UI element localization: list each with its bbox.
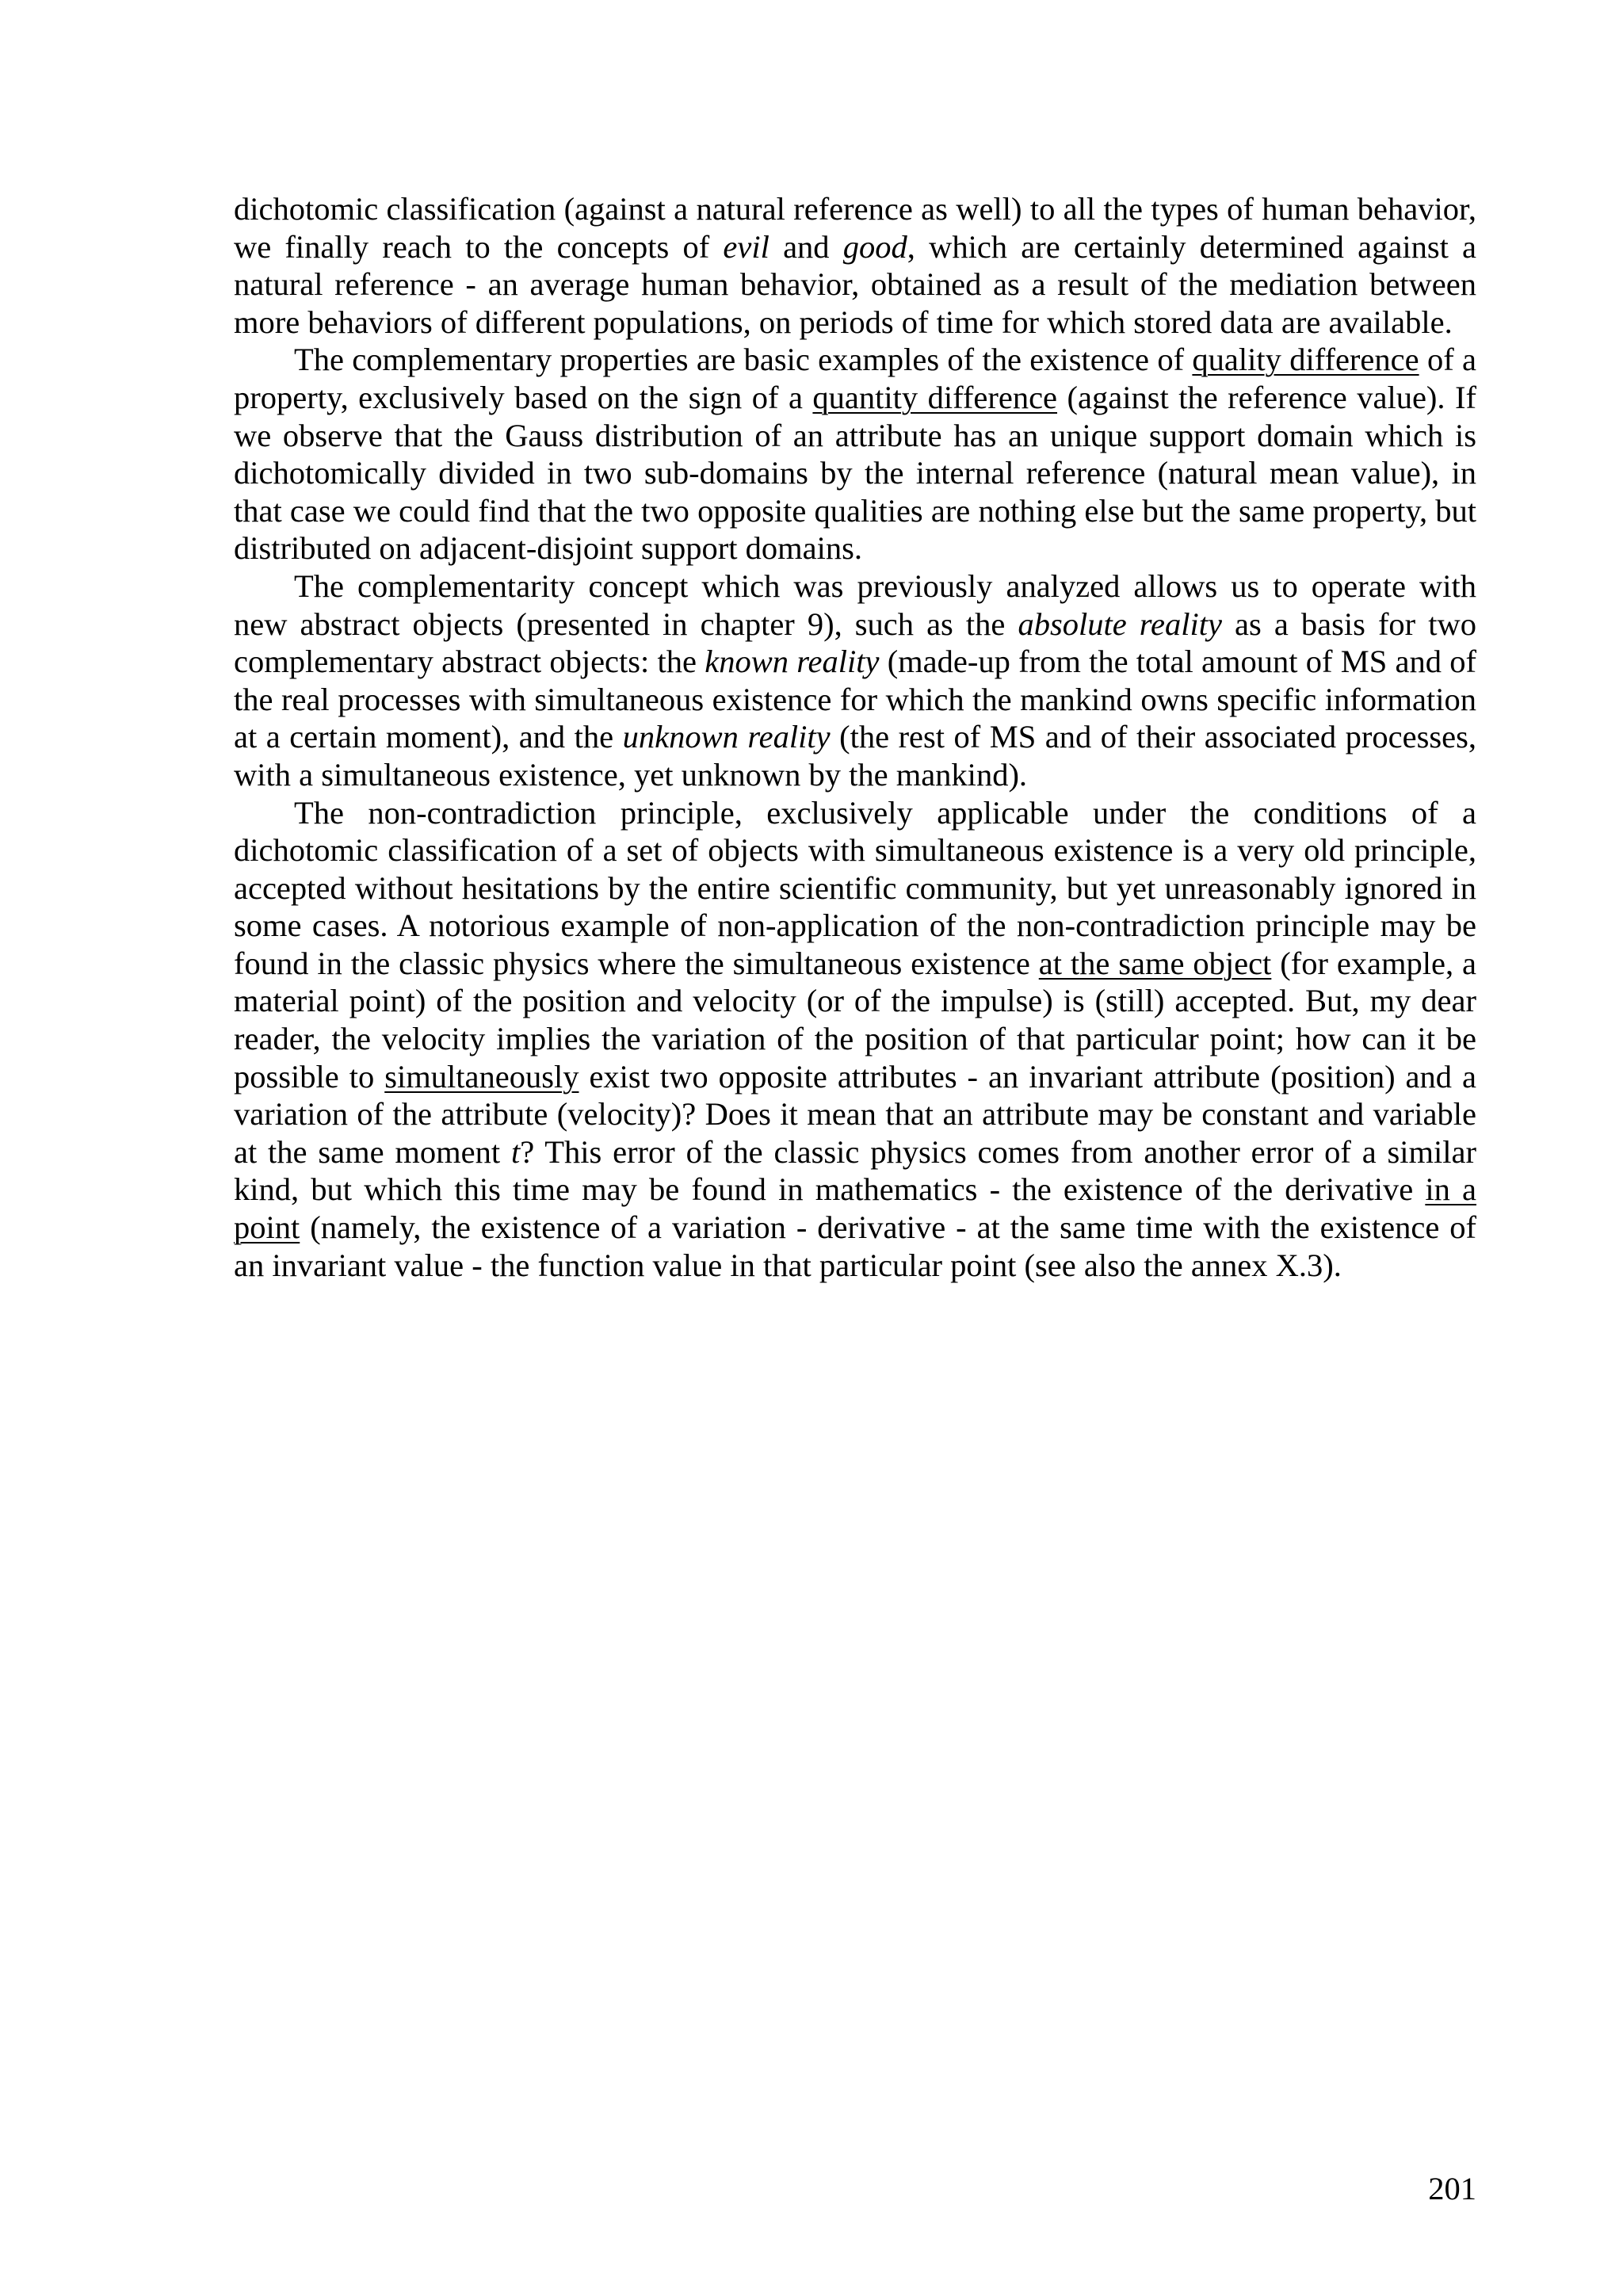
text-run: dichotomic classification (against a natural reference as well) to all the types of human behavior, we finally reach to the concepts of	[234, 191, 1476, 265]
text-run: as a basis for two complementary abstract objects: the	[234, 606, 1476, 680]
text-run: , which are certainly determined against a natural reference - an average human behavior, obtained as a result of the mediation between more behaviors of different populations, on periods of time for which stored data are available.	[234, 228, 1477, 340]
text-run: (against the reference value). If we observe that the Gauss distribution of an attribute has an unique support domain which is dichotomically divided in two sub-domains by the internal reference (natural mean value), in that case we could find that the two opposite qualities are nothing else but the same property, but distributed on adjacent-disjoint support domains.	[234, 379, 1477, 567]
page-body	[234, 190, 1476, 1284]
italic-text: evil	[723, 228, 769, 265]
italic-text: unknown reality	[622, 719, 831, 755]
italic-text: t	[510, 1133, 521, 1170]
underlined-text: quantity difference	[812, 379, 1058, 415]
underlined-text: quality difference	[1192, 342, 1419, 378]
text-run: and	[769, 228, 843, 265]
text-run: The non-contradiction principle, exclusively applicable under the conditions of a dichotomic classification of a set of objects with simultaneous existence is a very old principle, accepted without hesitations by the entire scientific community, but yet unreasonably ignored in some cases. A notorious example of non-application of the non-contradiction principle may be found in the classic physics where the simultaneous existence	[234, 794, 1476, 981]
text-run: (namely, the existence of a variation - derivative - at the same time with the existence of an invariant value - the function value in that particular point (see also the annex X.3).	[234, 1209, 1476, 1283]
paragraph-3	[234, 567, 1476, 794]
text-run: of a property, exclusively based on the sign of a	[234, 342, 1476, 415]
paragraph-1	[234, 190, 1476, 341]
italic-text: good	[842, 228, 907, 265]
underlined-text: simultaneously	[384, 1058, 579, 1095]
underlined-text: at the same object	[1038, 945, 1272, 981]
paragraph-4	[234, 794, 1476, 1285]
italic-text: known reality	[705, 644, 880, 680]
text-run: (made-up from the total amount of MS and of the real processes with simultaneous existence for which the mankind owns specific information at a certain moment), and the	[234, 644, 1476, 755]
text-run: The complementarity concept which was previously analyzed allows us to operate with new abstract objects (presented in chapter 9), such as the	[234, 567, 1476, 642]
italic-text: absolute reality	[1018, 606, 1222, 642]
text-run: exist two opposite attributes - an invariant attribute (position) and a variation of the attribute (velocity)? Does it mean that an attribute may be constant and variable at the same moment	[234, 1058, 1476, 1170]
text-run: ? This error of the classic physics comes from another error of a similar kind, but which this time may be found in mathematics - the existence of the derivative	[234, 1133, 1476, 1208]
paragraph-2	[234, 341, 1476, 567]
text-run: (the rest of MS and of their associated processes, with a simultaneous existence, yet unknown by the mankind).	[234, 719, 1476, 793]
page-number: 201	[1428, 2171, 1476, 2206]
underlined-text: in a point	[234, 1171, 1476, 1246]
text-run: The complementary properties are basic examples of the existence of	[294, 342, 1193, 378]
text-run: (for example, a material point) of the position and velocity (or of the impulse) is (still) accepted. But, my dear reader, the velocity implies the variation of the position of that particular point; how can it be possible to	[234, 945, 1476, 1095]
